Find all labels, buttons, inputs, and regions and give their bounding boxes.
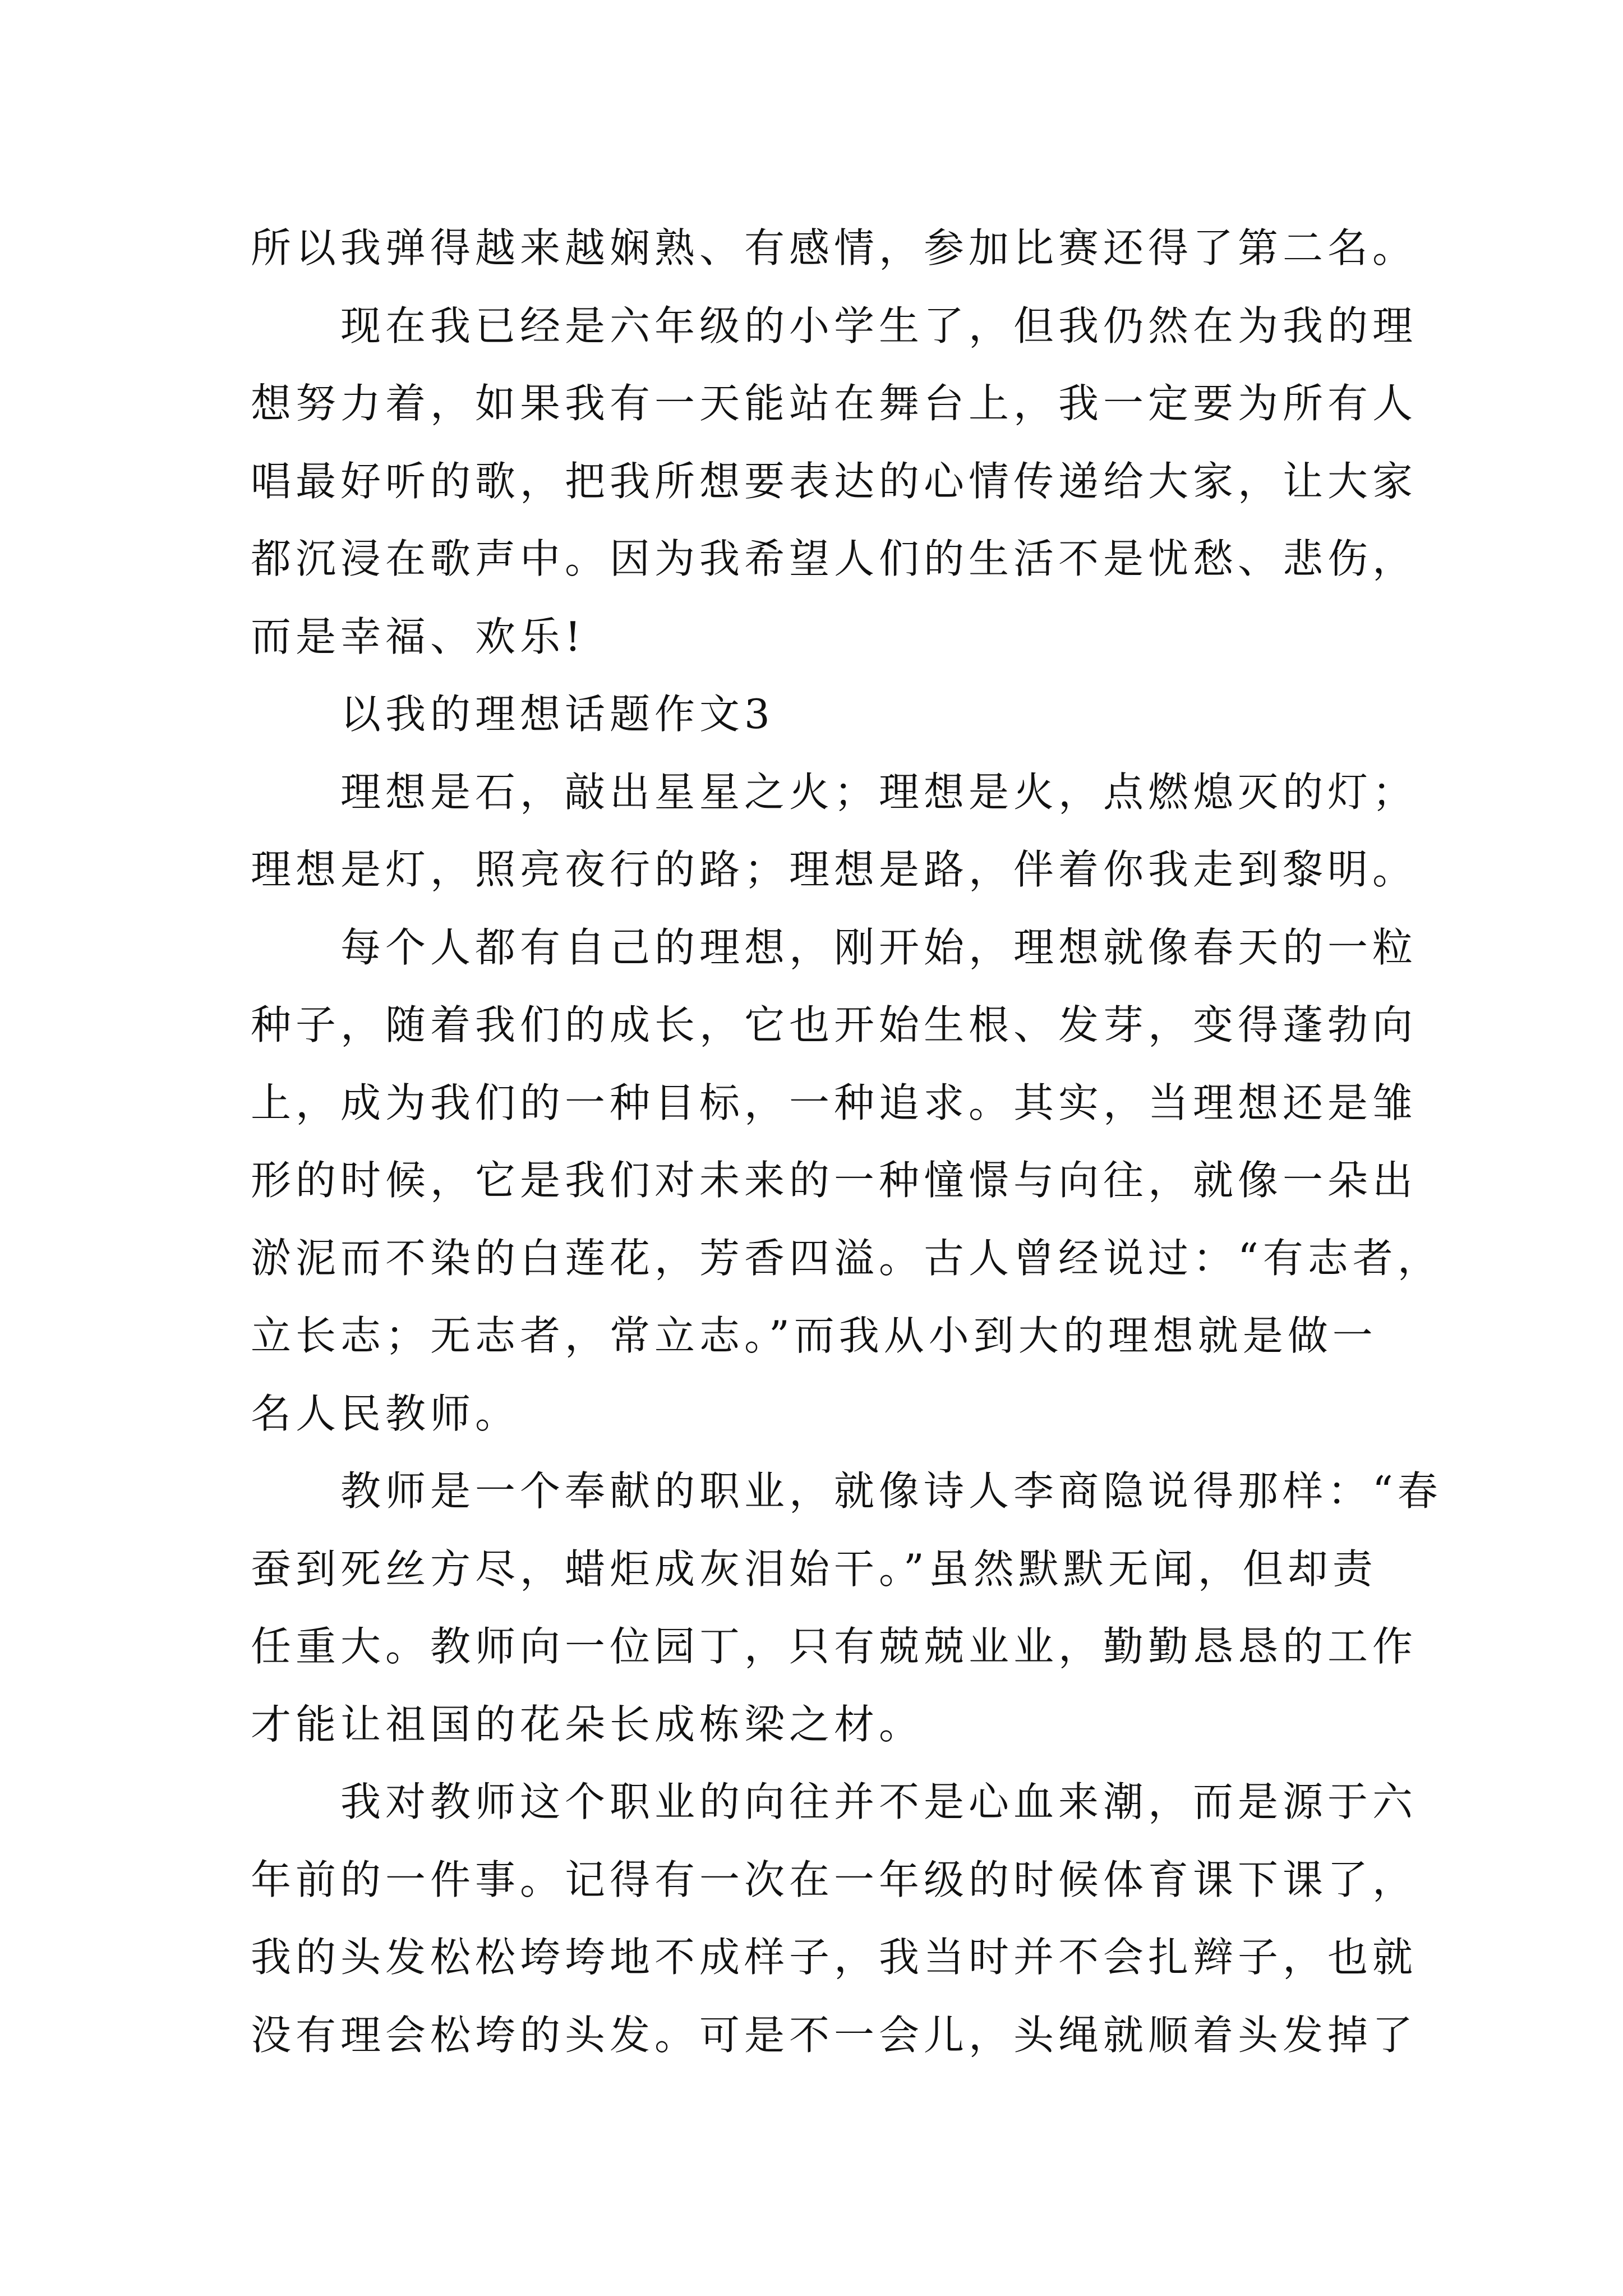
paragraph-dream-metaphor — [251, 753, 1434, 909]
paragraph-line: 蚕到死丝方尽，蜡炬成灰泪始干。”虽然默默无闻，但却责 — [251, 1545, 1377, 1593]
paragraph-continuation — [251, 209, 1434, 287]
paragraph-line: 立长志；无志者，常立志。”而我从小到大的理想就是做一 — [251, 1312, 1377, 1359]
paragraph-line: 想努力着，如果我有一天能站在舞台上，我一定要为所有人 — [251, 380, 1418, 427]
essay-title: 以我的理想话题作文3 — [340, 691, 774, 738]
essay-heading — [251, 675, 1434, 753]
paragraph-line: 所以我弹得越来越娴熟、有感情，参加比赛还得了第二名。 — [251, 224, 1418, 272]
paragraph-line: 才能让祖国的花朵长成栋梁之材。 — [251, 1700, 924, 1748]
paragraph-line: 每个人都有自己的理想，刚开始，理想就像春天的一粒 — [340, 923, 1418, 971]
paragraph-line: 淤泥而不染的白莲花，芳香四溢。古人曾经说过：“有志者， — [251, 1234, 1442, 1282]
paragraph-line: 现在我已经是六年级的小学生了，但我仍然在为我的理 — [340, 302, 1418, 349]
paragraph-line: 我对教师这个职业的向往并不是心血来潮，而是源于六 — [340, 1778, 1418, 1825]
paragraph-everyone-has-dream — [251, 909, 1442, 1453]
paragraph-dream-singer — [251, 287, 1434, 676]
paragraph-line: 唱最好听的歌，把我所想要表达的心情传递给大家，让大家 — [251, 457, 1418, 505]
paragraph-line: 而是幸福、欢乐! — [251, 613, 585, 660]
paragraph-line: 理想是灯，照亮夜行的路；理想是路，伴着你我走到黎明。 — [251, 846, 1418, 893]
paragraph-line: 我的头发松松垮垮地不成样子，我当时并不会扎辫子，也就 — [251, 1934, 1418, 1981]
paragraph-line: 形的时候，它是我们对未来的一种憧憬与向往，就像一朵出 — [251, 1157, 1418, 1204]
paragraph-memory — [251, 1763, 1434, 2074]
document-body — [251, 209, 1442, 2074]
paragraph-line: 上，成为我们的一种目标，一种追求。其实，当理想还是雏 — [251, 1079, 1418, 1126]
paragraph-line: 教师是一个奉献的职业，就像诗人李商隐说得那样：“春 — [340, 1467, 1442, 1515]
paragraph-line: 任重大。教师向一位园丁，只有兢兢业业，勤勤恳恳的工作 — [251, 1623, 1418, 1670]
paragraph-line: 名人民教师。 — [251, 1389, 520, 1437]
paragraph-line: 年前的一件事。记得有一次在一年级的时候体育课下课了， — [251, 1856, 1418, 1903]
paragraph-line: 都沉浸在歌声中。因为我希望人们的生活不是忧愁、悲伤， — [251, 535, 1418, 582]
paragraph-line: 种子，随着我们的成长，它也开始生根、发芽，变得蓬勃向 — [251, 1001, 1418, 1048]
paragraph-teacher-profession — [251, 1452, 1442, 1763]
paragraph-line: 没有理会松垮的头发。可是不一会儿，头绳就顺着头发掉了 — [251, 2011, 1418, 2059]
paragraph-line: 理想是石，敲出星星之火；理想是火，点燃熄灭的灯； — [340, 768, 1418, 816]
